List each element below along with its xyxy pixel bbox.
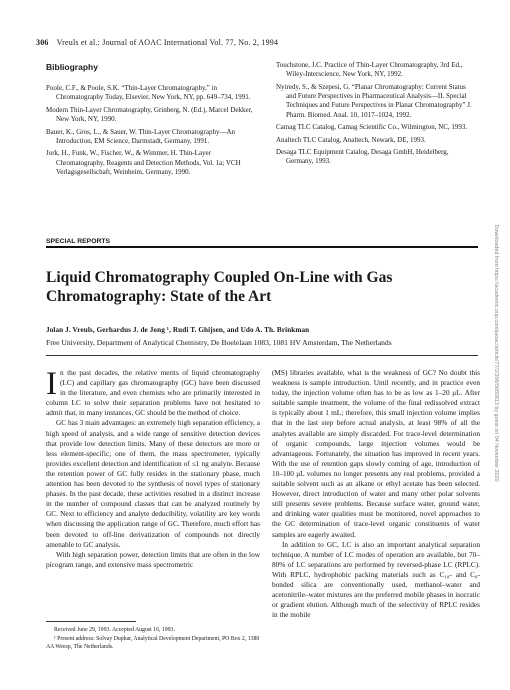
bibliography-entry: Modern Thin-Layer Chromatography, Grinberg, N. (Ed.), Marcel Dekker, New York, NY, 1990. <box>46 105 253 124</box>
body-paragraph: (MS) libraries available, what is the weakness of GC? No doubt this weakness is sample introduction. Until recently, and in practice even today, the injection volume often has to be as low as 1–20 μL. After suitable sample treatment, the volume of the final redissolved extract is typically about 1 mL; therefore, this small injection volume implies that in the last step before actual analysis, at least 98% of all the analytes available are simply discarded. For trace-level determination of organic compounds, large injection volumes would be advantageous. Fortunately, the situation has improved in recent years. With the use of retention gaps slowly coming of age, introduction of 10–100 μL volumes no longer presents any real problems, provided a suitable solvent such as an alkane or ethyl acetate has been selected. However, direct introduction of water and many other polar solvents still presents severe problems. Because surface water, ground water, and drinking water qualities must be monitored, novel approaches to the GC determination of trace-level organic constituents of water samples are eagerly awaited. <box>272 368 480 539</box>
bibliography-right-column <box>276 61 476 170</box>
bibliography-entry: Analtech TLC Catalog, Analtech, Newark, DE, 1993. <box>276 135 426 144</box>
body-paragraph: With high separation power, detection limits that are often in the low picogram range, and extensive mass spectrometric <box>46 549 260 569</box>
bibliography-entry: Desaga TLC Equipment Catalog, Desaga GmbH, Heidelberg, Germany, 1993. <box>276 148 449 166</box>
body-paragraph: GC has 3 main advantages: an extremely high separation efficiency, a high speed of analysis, and a wide range of sensitive detection devices that provide low detection limits. Many of these detectors are more or less element-specific; one of them, the mass spectrometer, typically provides excellent detection and identification of ≤1 ng analyte. Because the retention power of GC fully resides in the stationary phase, much attention has been devoted to the synthesis of novel types of stationary phases. In the past decade, these activities resulted in a distinct increase in the number of compound classes that can be analyzed routinely by GC. Next to efficiency and analyte deducibility, volatility are key words when discussing the application range of GC. Therefore, much effort has been devoted to off-line derivatization of compounds not directly amenable to GC analysis. <box>46 418 260 549</box>
bibliography-left-column <box>46 84 261 180</box>
article-authors: Jolan J. Vreuls, Gerhardus J. de Jong ¹, Rudi T. Ghijsen, and Udo A. Th. Brinkman <box>46 326 310 334</box>
paragraph-text: n the past decades, the relative merits of liquid chromatography (LC) and capillary gas chromatography (GC) have been discussed in the literature, and even chemists who are primarily interested in column LC to solve their separation problems have not hesitated to admit that, in many instances, GC should be the method of choice. <box>46 368 260 418</box>
bibliography-entry: Poole, C.F., & Poole, S.K. “Thin-Layer Chromatography,” in Chromatography Today, Elsevier, New York, NY, pp. 649–734, 1991. <box>46 84 251 102</box>
bibliography-heading: Bibliography <box>46 62 98 72</box>
bibliography-entry: Bauer, K., Gros, L., & Sauer, W. Thin-Layer Chromatography—An Introduction, EM Science, Darmstadt, Germany, 1991. <box>46 127 236 145</box>
section-tag: SPECIAL REPORTS <box>46 238 111 245</box>
bibliography-entry: Camag TLC Catalog, Camag Scientific Co., Wilmington, NC, 1993. <box>276 123 468 132</box>
bibliography-entry: Nyiredy, S., & Szepesi, G. “Planar Chromatography: Current Status and Future Perspectives in Pharmaceutical Analysis—II. Special Techniques and Future Perspectives in Planar Chromatography” J. Pharm. Biomed. Anal. 10, 1017–1024, 1992. <box>276 82 472 119</box>
page-number: 306 <box>36 38 49 47</box>
header-divider <box>46 355 478 356</box>
body-paragraph <box>46 368 260 418</box>
section-rule <box>46 246 478 248</box>
running-header <box>36 38 278 47</box>
bibliography-entry: Jork, H., Funk, W., Fischer, W., & Wimmer, H. Thin-Layer Chromatography, Reagents and Detection Methods, Vol. 1a; VCH Verlagsgesellschaft, Weinheim, Germany, 1990. <box>46 149 241 176</box>
footnote-rule <box>46 621 136 622</box>
download-watermark <box>491 186 501 526</box>
body-paragraph: In addition to GC, LC is also an important analytical separation technique. A number of LC modes of operation are available, but 70–80% of LC separations are performed by reversed-phase LC (RPLC). With RPLC, hydrophobic packing materials such as C₁₈- and C₈-bonded silica are conventionally used, methanol–water and acetonitrile–water mixtures are the preferred mobile phases in isocratic or gradient elution. Although much of the selectivity of RPLC resides in the mobile <box>272 539 480 620</box>
bibliography-entry: Touchstone, J.C. Practice of Thin-Layer Chromatography, 3rd Ed., Wiley-Interscience, New York, NY, 1992. <box>276 61 463 79</box>
article-title: Liquid Chromatography Coupled On-Line with Gas Chromatography: State of the Art <box>46 269 393 305</box>
body-left-column <box>46 368 260 570</box>
download-watermark-text: Downloaded from https://academic.oup.com/jaoac/article/77/2/306/5685813 by guest on 04 November 2020 <box>493 224 499 482</box>
running-title: Vreuls et al.: Journal of AOAC International Vol. 77, No. 2, 1994 <box>56 38 279 47</box>
footnote: ¹ Present address: Solvay Duphar, Analytical Development Department, PO Box 2, 1380 AA Weesp, The Netherlands. <box>46 636 260 651</box>
drop-cap: I <box>46 366 57 402</box>
footnotes <box>46 626 261 653</box>
footnote: Received June 29, 1993. Accepted August 16, 1993. <box>54 627 175 633</box>
article-affiliation: Free University, Department of Analytical Chemistry, De Boelelaan 1083, 1081 HV Amsterdam, The Netherlands <box>46 338 392 347</box>
body-right-column <box>272 368 480 620</box>
